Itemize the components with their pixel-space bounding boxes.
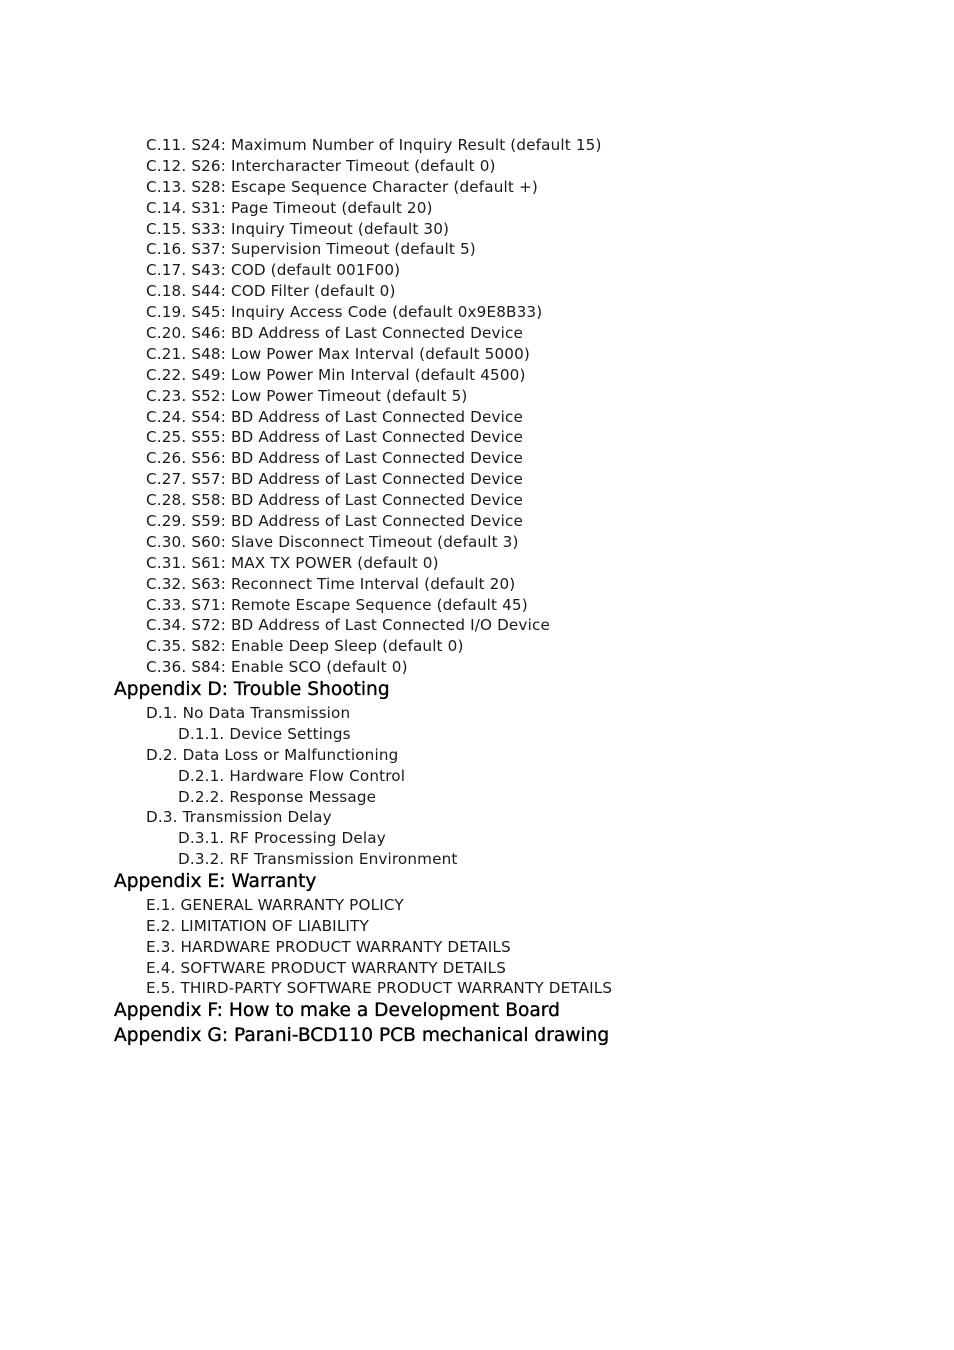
toc-entry-d3-1[interactable]: D.3.1. RF Processing Delay — [178, 829, 386, 848]
toc-entry-d2-1[interactable]: D.2.1. Hardware Flow Control — [178, 766, 406, 785]
toc-heading-appendix-f[interactable]: Appendix F: How to make a Development Board — [114, 1000, 560, 1022]
toc-entry-e5[interactable]: E.5. THIRD-PARTY SOFTWARE PRODUCT WARRANTY DETAILS — [146, 979, 613, 998]
toc-entry-c19[interactable]: C.19. S45: Inquiry Access Code (default 0x9E8B33) — [146, 303, 543, 322]
toc-entry-d2[interactable]: D.2. Data Loss or Malfunctioning — [146, 745, 399, 764]
toc-entry-c28[interactable]: C.28. S58: BD Address of Last Connected Device — [146, 491, 523, 510]
toc-heading-appendix-e[interactable]: Appendix E: Warranty — [114, 871, 317, 893]
toc-entry-c35[interactable]: C.35. S82: Enable Deep Sleep (default 0) — [146, 637, 464, 656]
toc-entry-e3[interactable]: E.3. HARDWARE PRODUCT WARRANTY DETAILS — [146, 937, 511, 956]
toc-entry-c16[interactable]: C.16. S37: Supervision Timeout (default 5) — [146, 240, 476, 259]
toc-entry-c21[interactable]: C.21. S48: Low Power Max Interval (default 5000) — [146, 344, 530, 363]
toc-entry-c14[interactable]: C.14. S31: Page Timeout (default 20) — [146, 198, 433, 217]
toc-entry-c30[interactable]: C.30. S60: Slave Disconnect Timeout (default 3) — [146, 532, 519, 551]
table-of-contents — [0, 135, 954, 1049]
toc-entry-c17[interactable]: C.17. S43: COD (default 001F00) — [146, 261, 401, 280]
toc-entry-c22[interactable]: C.22. S49: Low Power Min Interval (default 4500) — [146, 365, 526, 384]
toc-entry-c20[interactable]: C.20. S46: BD Address of Last Connected Device — [146, 324, 523, 343]
toc-entry-c33[interactable]: C.33. S71: Remote Escape Sequence (default 45) — [146, 595, 528, 614]
toc-entry-c25[interactable]: C.25. S55: BD Address of Last Connected Device — [146, 428, 523, 447]
toc-entry-e2[interactable]: E.2. LIMITATION OF LIABILITY — [146, 916, 369, 935]
toc-entry-d3-2[interactable]: D.3.2. RF Transmission Environment — [178, 850, 458, 869]
toc-entry-c12[interactable]: C.12. S26: Intercharacter Timeout (default 0) — [146, 156, 496, 175]
toc-entry-c15[interactable]: C.15. S33: Inquiry Timeout (default 30) — [146, 219, 450, 238]
toc-entry-c13[interactable]: C.13. S28: Escape Sequence Character (default +) — [146, 177, 538, 196]
toc-entry-c11[interactable]: C.11. S24: Maximum Number of Inquiry Result (default 15) — [146, 136, 602, 154]
toc-entry-c29[interactable]: C.29. S59: BD Address of Last Connected Device — [146, 512, 523, 531]
toc-heading-appendix-d[interactable]: Appendix D: Trouble Shooting — [114, 679, 390, 701]
toc-entry-c27[interactable]: C.27. S57: BD Address of Last Connected Device — [146, 470, 523, 489]
toc-entry-d1[interactable]: D.1. No Data Transmission — [146, 703, 351, 722]
toc-entry-e4[interactable]: E.4. SOFTWARE PRODUCT WARRANTY DETAILS — [146, 958, 507, 977]
toc-entry-c32[interactable]: C.32. S63: Reconnect Time Interval (default 20) — [146, 574, 516, 593]
toc-entry-e1[interactable]: E.1. GENERAL WARRANTY POLICY — [146, 895, 404, 914]
toc-entry-c31[interactable]: C.31. S61: MAX TX POWER (default 0) — [146, 553, 439, 572]
toc-entry-c18[interactable]: C.18. S44: COD Filter (default 0) — [146, 282, 396, 301]
toc-entry-c36[interactable]: C.36. S84: Enable SCO (default 0) — [146, 658, 408, 677]
toc-entry-d2-2[interactable]: D.2.2. Response Message — [178, 787, 377, 806]
toc-entry-c34[interactable]: C.34. S72: BD Address of Last Connected I/O Device — [146, 616, 550, 635]
toc-entry-c26[interactable]: C.26. S56: BD Address of Last Connected Device — [146, 449, 523, 468]
toc-entry-c23[interactable]: C.23. S52: Low Power Timeout (default 5) — [146, 386, 468, 405]
toc-entry-c24[interactable]: C.24. S54: BD Address of Last Connected Device — [146, 407, 523, 426]
toc-entry-d3[interactable]: D.3. Transmission Delay — [146, 808, 332, 827]
toc-entry-d1-1[interactable]: D.1.1. Device Settings — [178, 724, 351, 743]
toc-heading-appendix-g[interactable]: Appendix G: Parani-BCD110 PCB mechanical drawing — [114, 1025, 610, 1047]
